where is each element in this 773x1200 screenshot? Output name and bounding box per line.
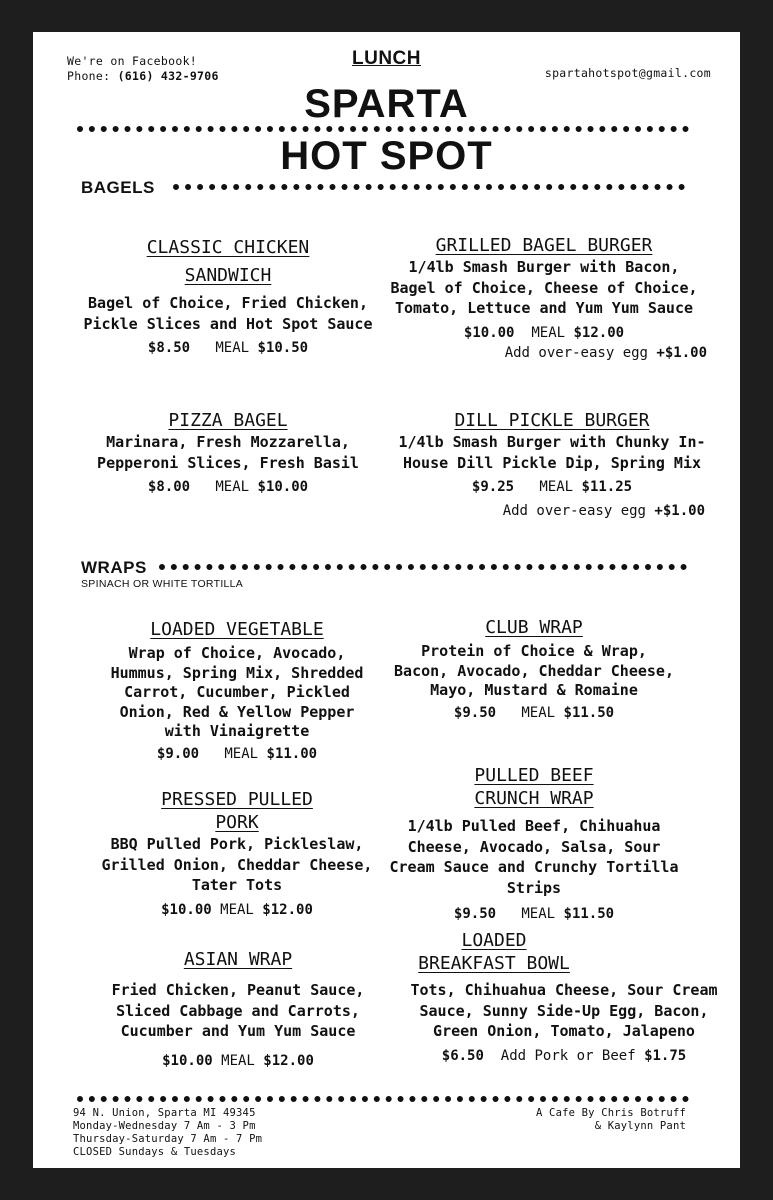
menu-page (33, 32, 740, 1168)
item-title: LOADED BREAKFAST BOWL (418, 930, 570, 974)
menu-item (99, 788, 375, 920)
item-price: $9.00 MEAL $11.00 (156, 745, 318, 762)
item-price: $9.50 MEAL $11.50 (453, 906, 615, 922)
credit-line2: & Kaylynn Pant (594, 1120, 686, 1132)
item-price: $9.25 MEAL $11.25 (471, 479, 633, 495)
dotted-divider (159, 564, 687, 570)
dotted-divider (77, 126, 689, 132)
menu-item (383, 409, 721, 521)
menu-item (409, 929, 719, 1066)
item-title: PIZZA BAGEL (168, 410, 288, 431)
restaurant-name-line1: SPARTA (304, 82, 469, 126)
item-title: CLASSIC CHICKEN SANDWICH (146, 237, 310, 286)
credit-line1: A Cafe By Chris Botruff (536, 1107, 686, 1119)
item-description: Wrap of Choice, Avocado, Hummus, Spring Mix, Shredded Carrot, Cucumber, Pickled Onion, Red & Yellow Pepper with Vinaigrette (110, 644, 364, 740)
item-price: $10.00 MEAL $12.00 (162, 1052, 314, 1069)
menu-item (389, 764, 679, 924)
item-title: PRESSED PULLED PORK (161, 789, 313, 833)
section-heading-bagels: BAGELS (81, 178, 155, 197)
closed-days: CLOSED Sundays & Tuesdays (73, 1146, 237, 1158)
item-title: PULLED BEEF CRUNCH WRAP (474, 765, 594, 809)
item-title: LOADED VEGETABLE (150, 619, 324, 640)
hours-late: Thursday-Saturday 7 Am - 7 Pm (73, 1133, 263, 1145)
item-description: Bagel of Choice, Fried Chicken, Pickle Slices and Hot Spot Sauce (83, 294, 373, 333)
item-description: Protein of Choice & Wrap, Bacon, Avocado, Cheddar Cheese, Mayo, Mustard & Romaine (394, 642, 674, 699)
item-description: Tots, Chihuahua Cheese, Sour Cream Sauce, Sunny Side-Up Egg, Bacon, Green Onion, Tomato, Jalapeno (410, 981, 718, 1040)
item-description: 1/4lb Smash Burger with Bacon, Bagel of Choice, Cheese of Choice, Tomato, Lettuce and Yum Yum Sauce (390, 258, 698, 317)
meal-period-title: LUNCH (352, 48, 421, 69)
section-subheading: SPINACH OR WHITE TORTILLA (81, 578, 244, 590)
section-heading-wraps: WRAPS (81, 558, 147, 577)
item-description: Fried Chicken, Peanut Sauce, Sliced Cabbage and Carrots, Cucumber and Yum Yum Sauce (111, 981, 365, 1040)
hours-weekday: Monday-Wednesday 7 Am - 3 Pm (73, 1120, 256, 1132)
item-description: BBQ Pulled Pork, Pickleslaw, Grilled Onion, Cheddar Cheese, Tater Tots (101, 835, 373, 894)
facebook-text: We're on Facebook! (67, 54, 198, 68)
item-price: $10.00 MEAL $12.00 (463, 324, 625, 341)
item-price: $10.00 MEAL $12.00 (161, 901, 313, 918)
item-price: $6.50 Add Pork or Beef $1.75 (441, 1047, 687, 1064)
item-price: $9.50 MEAL $11.50 (453, 704, 615, 721)
menu-item (83, 234, 373, 358)
item-title: ASIAN WRAP (183, 949, 293, 970)
restaurant-name-line2: HOT SPOT (280, 134, 493, 178)
footer-credit (536, 1107, 686, 1133)
item-title: DILL PICKLE BURGER (454, 410, 650, 431)
dotted-divider (77, 1096, 689, 1102)
item-addon: Add over-easy egg +$1.00 (502, 503, 705, 519)
phone-number: (616) 432-9706 (117, 69, 219, 83)
item-price: $8.50 MEAL $10.50 (147, 340, 309, 356)
menu-item (393, 614, 675, 723)
address: 94 N. Union, Sparta MI 49345 (73, 1107, 256, 1119)
dotted-divider (173, 184, 685, 190)
item-title: CLUB WRAP (485, 617, 583, 638)
phone-line (67, 69, 219, 83)
email-address: spartahotspot@gmail.com (544, 66, 711, 80)
item-title: GRILLED BAGEL BURGER (435, 235, 653, 256)
phone-label: Phone: (67, 69, 111, 83)
item-description: Marinara, Fresh Mozzarella, Pepperoni Slices, Fresh Basil (97, 433, 359, 472)
item-addon: Add over-easy egg +$1.00 (504, 344, 707, 361)
menu-item (383, 234, 705, 363)
footer-info (73, 1107, 262, 1159)
item-description: 1/4lb Pulled Beef, Chihuahua Cheese, Avocado, Salsa, Sour Cream Sauce and Crunchy Tortilla Strips (389, 817, 679, 897)
item-description: 1/4lb Smash Burger with Chunky In-House Dill Pickle Dip, Spring Mix (398, 433, 706, 472)
item-price: $8.00 MEAL $10.00 (147, 479, 309, 495)
menu-item (99, 616, 375, 764)
menu-item (93, 409, 363, 497)
